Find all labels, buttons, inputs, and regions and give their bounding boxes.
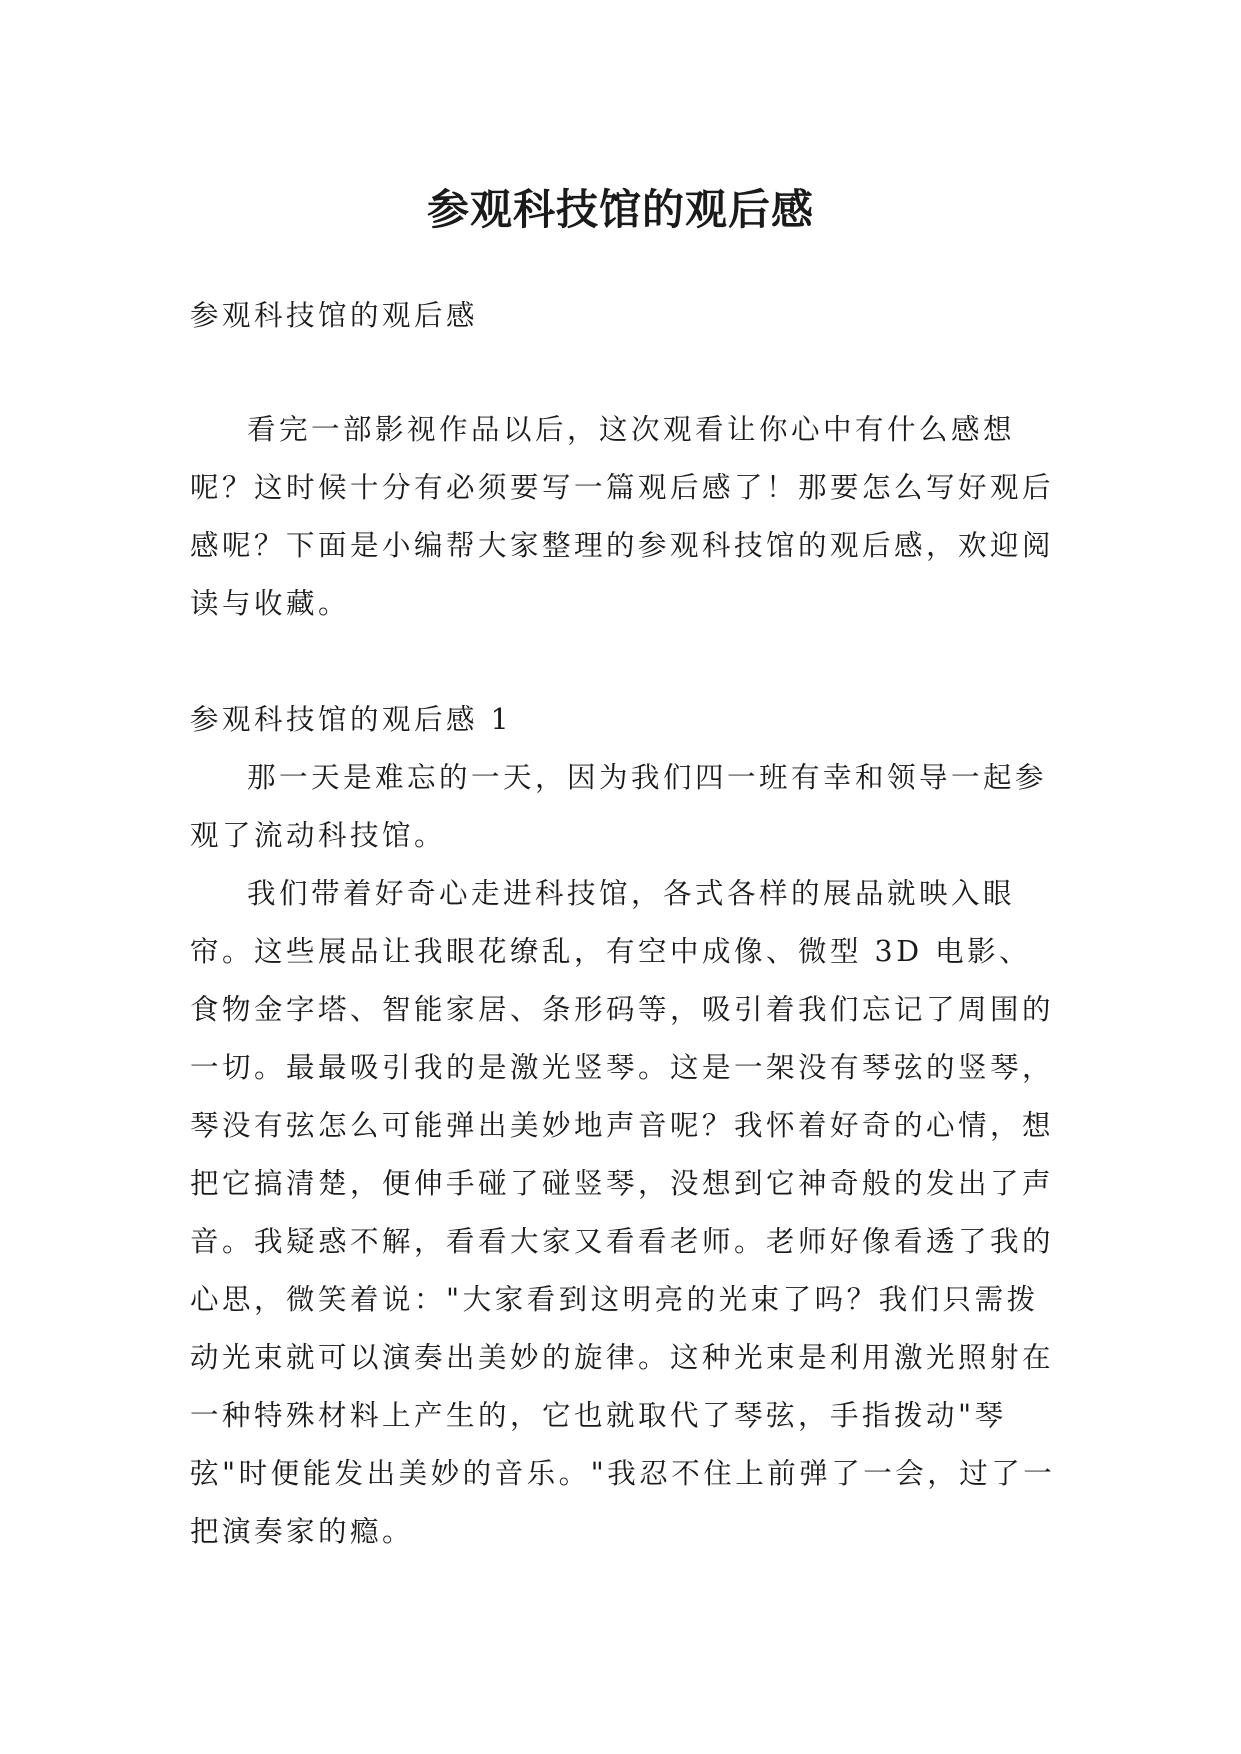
section-heading: 参观科技馆的观后感 1 [190, 703, 513, 736]
body-paragraph: 我们带着好奇心走进科技馆，各式各样的展品就映入眼帘。这些展品让我眼花缭乱，有空中成像、微型 3D 电影、食物金字塔、智能家居、条形码等，吸引着我们忘记了周围的一切。最最吸引我的是激光竖琴。这是一架没有琴弦的竖琴，琴没有弦怎么可能弹出美妙地声音呢？我怀着好奇的心情，想把它搞清楚，便伸手碰了碰竖琴，没想到它神奇般的发出了声音。我疑惑不解，看看大家又看看老师。老师好像看透了我的心思，微笑着说："大家看到这明亮的光束了吗？我们只需拨动光束就可以演奏出美妙的旋律。这种光束是利用激光照射在一种特殊材料上产生的，它也就取代了琴弦，手指拨动"琴弦"时便能发出美妙的音乐。"我忍不住上前弹了一会，过了一把演奏家的瘾。 [190, 877, 1056, 1548]
body-paragraph: 那一天是难忘的一天，因为我们四一班有幸和领导一起参观了流动科技馆。 [190, 761, 1048, 852]
document-title: 参观科技馆的观后感 [426, 185, 814, 235]
document-subtitle: 参观科技馆的观后感 [190, 299, 479, 332]
document-body [190, 287, 1060, 1561]
intro-paragraph: 看完一部影视作品以后，这次观看让你心中有什么感想呢？这时候十分有必须要写一篇观后感了！那要怎么写好观后感呢？下面是小编帮大家整理的参观科技馆的观后感，欢迎阅读与收藏。 [190, 413, 1055, 620]
